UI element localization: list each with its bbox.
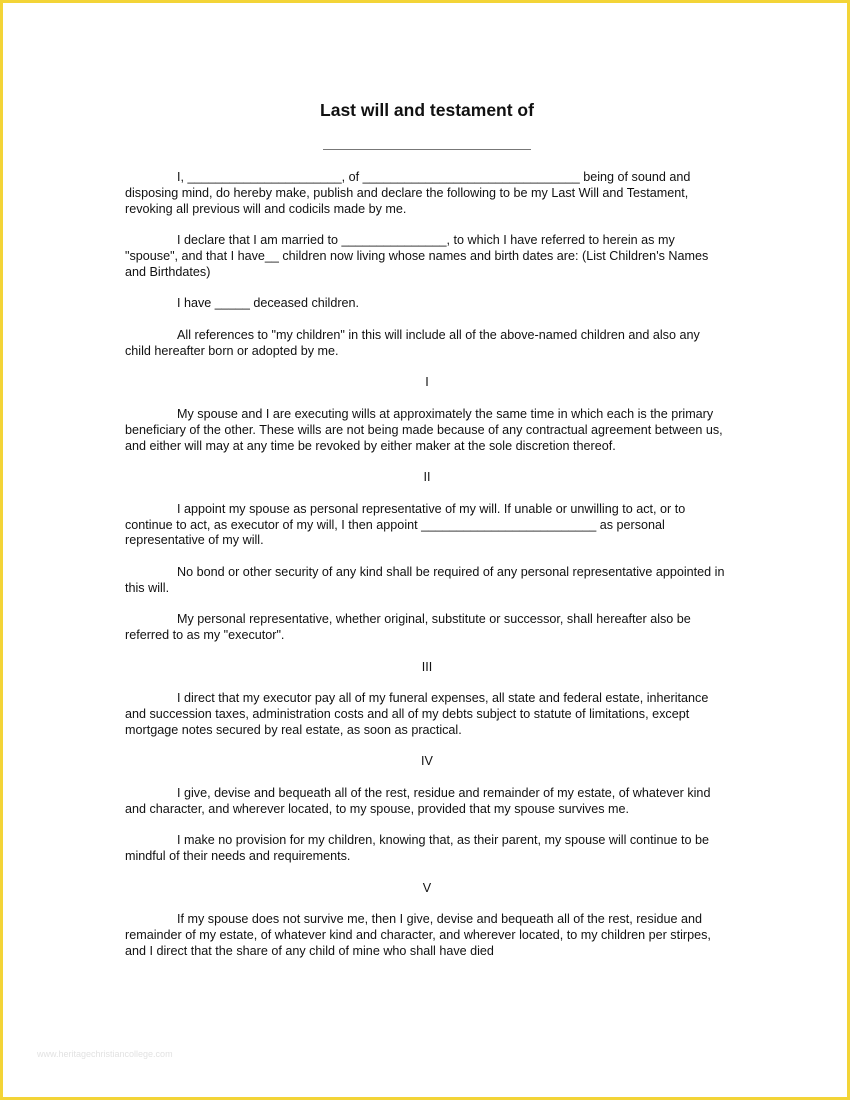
- document-body: [125, 170, 729, 960]
- section-heading: II: [423, 470, 431, 485]
- body-paragraph: I give, devise and bequeath all of the rest, residue and remainder of my estate, of whatever kind and character, and wherever located, to my spouse, provided that my spouse survives me.: [125, 786, 711, 816]
- document-title: Last will and testament of: [320, 100, 534, 120]
- body-paragraph: I make no provision for my children, knowing that, as their parent, my spouse will continue to be mindful of their needs and requirements.: [125, 833, 709, 864]
- section-heading: IV: [421, 754, 433, 769]
- body-paragraph: My personal representative, whether original, substitute or successor, shall hereafter also be referred to as my "executor".: [125, 612, 691, 643]
- watermark: www.heritagechristiancollege.com: [37, 1049, 173, 1059]
- section-heading: V: [422, 880, 432, 895]
- body-paragraph: I have _____ deceased children.: [177, 296, 360, 311]
- document-content: [125, 99, 729, 976]
- body-paragraph: All references to "my children" in this will include all of the above-named children and also any child hereafter born or adopted by me.: [125, 327, 700, 358]
- body-paragraph: If my spouse does not survive me, then I give, devise and bequeath all of the rest, residue and remainder of my estate, of whatever kind and character, and wherever located, to my children per stirpes, and I direct that the share of any child of mine who shall have died: [125, 912, 711, 959]
- body-paragraph: I direct that my executor pay all of my funeral expenses, all state and federal estate, inheritance and succession taxes, administration costs and all of my debts subject to statute of limitations, except mortgage notes secured by real estate, as soon as practical.: [125, 691, 709, 737]
- document-page: [3, 3, 847, 1097]
- section-heading: III: [421, 659, 433, 674]
- body-paragraph: No bond or other security of any kind shall be required of any personal representative appointed in this will.: [125, 564, 725, 595]
- section-heading: I: [425, 375, 429, 390]
- body-paragraph: I, ______________________, of _______________________________ being of sound and disposing mind, do hereby make, publish and declare the following to be my Last Will and Testament, revoking all previous will and codicils made by me.: [125, 170, 691, 216]
- body-paragraph: I appoint my spouse as personal representative of my will. If unable or unwilling to act, or to continue to act, as executor of my will, I then appoint _________________________ as personal representative of my will.: [125, 501, 686, 548]
- body-paragraph: My spouse and I are executing wills at approximately the same time in which each is the primary beneficiary of the other. These wills are not being made because of any contractual agreement between us, and either will may at any time be revoked by either maker at the sole discretion thereof.: [125, 406, 723, 453]
- body-paragraph: I declare that I am married to _______________, to which I have referred to herein as my "spouse", and that I have__ children now living whose names and birth dates are: (List Children's Names and Birthdates): [125, 233, 709, 279]
- name-blank-line: [323, 149, 531, 150]
